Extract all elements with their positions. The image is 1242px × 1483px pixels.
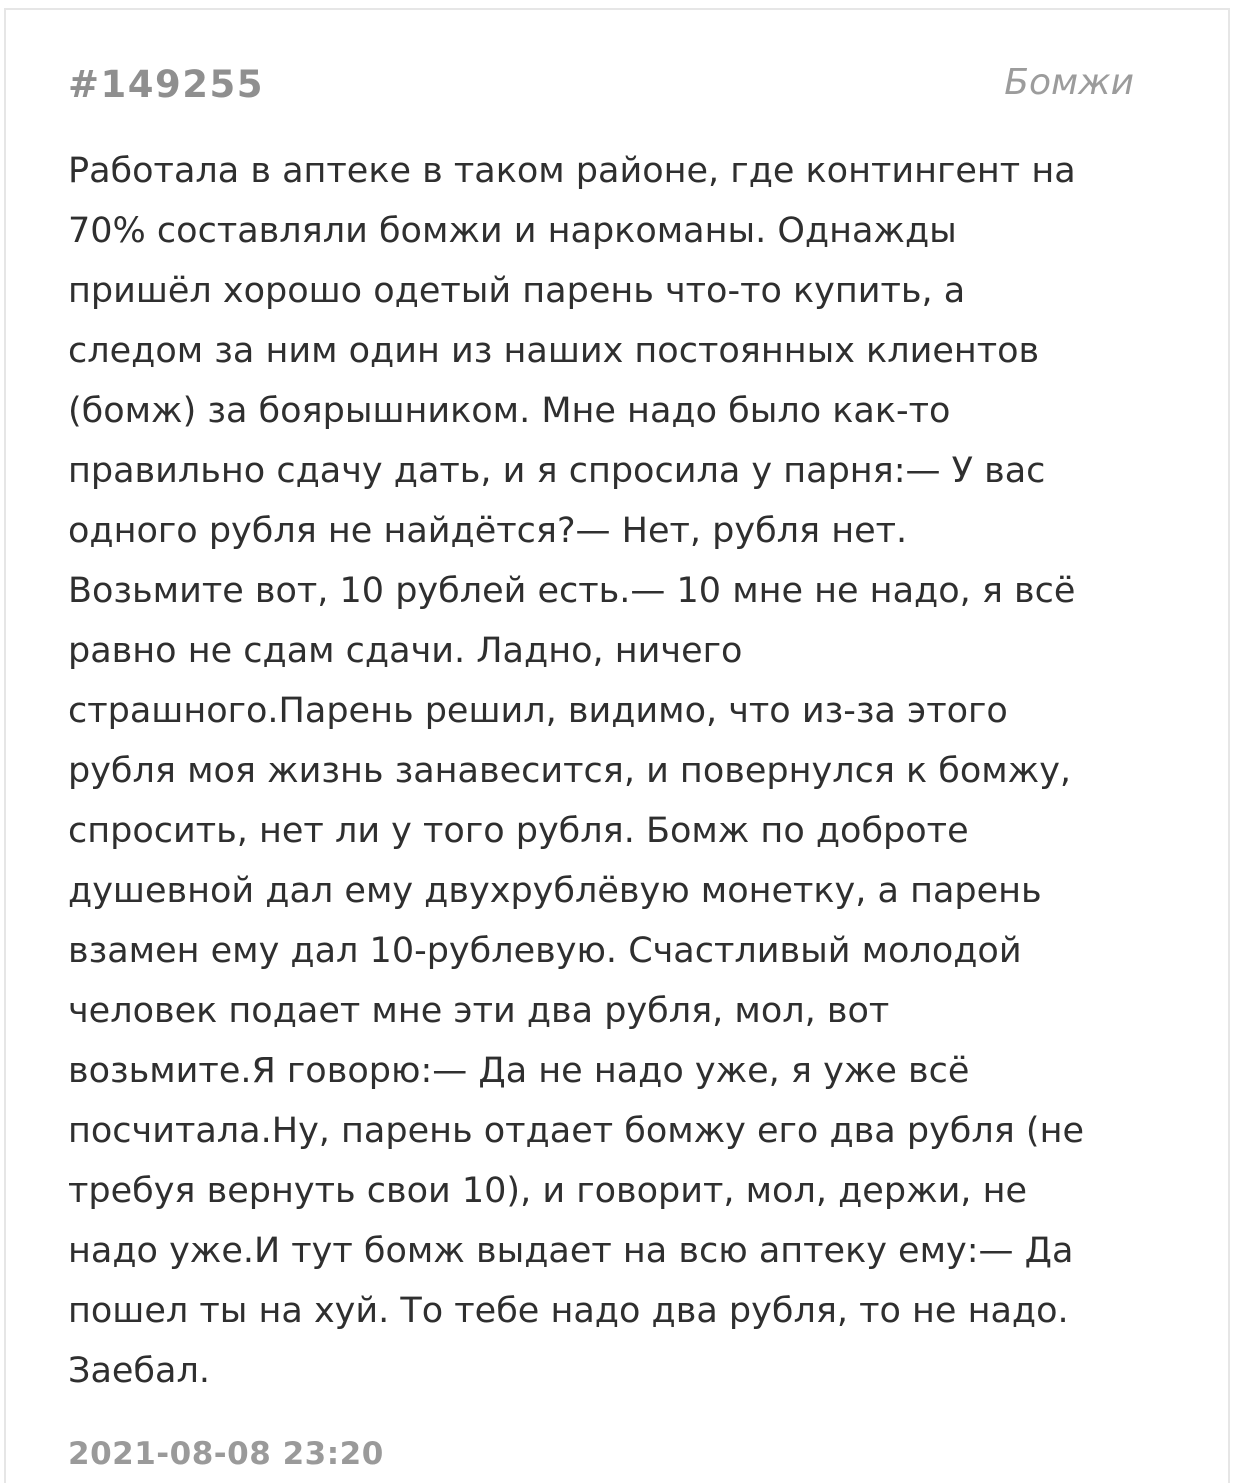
quote-tag-link[interactable]: Бомжи (1004, 62, 1134, 103)
quote-id-link[interactable]: #149255 (68, 63, 264, 106)
quote-header (68, 60, 1134, 110)
quote-card (4, 8, 1230, 1483)
quote-date: 2021-08-08 23:20 (68, 1436, 384, 1472)
quote-text: Работала в аптеке в таком районе, где контингент на 70% составляли бомжи и наркоманы. Однажды пришёл хорошо одетый парень что-то купить, а следом за ним один из наших постоянных клиентов (бомж) за боярышником. Мне надо было как-то правильно сдачу дать, и я спросила у парня:— У вас одного рубля не найдётся?— Нет, рубля нет. Возьмите вот, 10 рублей есть.— 10 мне не надо, я всё равно не сдам сдачи. Ладно, ничего страшного.Парень решил, видимо, что из-за этого рубля моя жизнь занавесится, и повернулся к бомжу, спросить, нет ли у того рубля. Бомж по доброте душевной дал ему двухрублёвую монетку, а парень взамен ему дал 10-рублевую. Счастливый молодой человек подает мне эти два рубля, мол, вот возьмите.Я говорю:— Да не надо уже, я уже всё посчитала.Ну, парень отдает бомжу его два рубля (не требуя вернуть свои 10), и говорит, мол, держи, не надо уже.И тут бомж выдает на всю аптеку ему:— Да пошел ты на хуй. То тебе надо два рубля, то не надо. Заебал. (68, 151, 1085, 1391)
